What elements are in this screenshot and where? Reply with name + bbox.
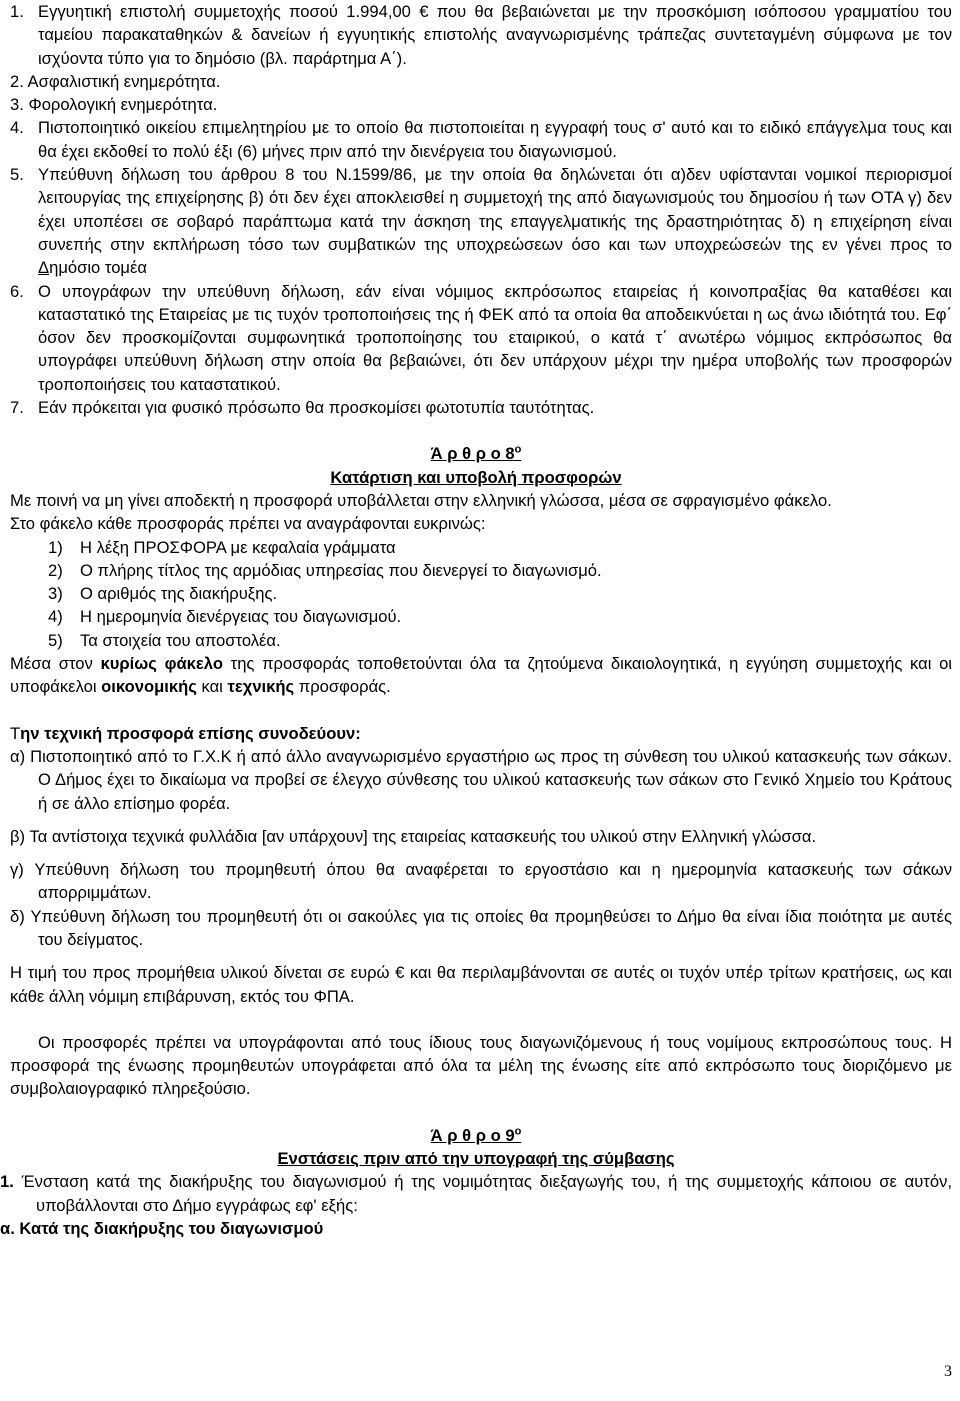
section-heading: Την τεχνική προσφορά επίσης συνοδεύουν: bbox=[10, 723, 361, 743]
paragraph: α) Πιστοποιητικό από το Γ.Χ.Κ ή από άλλο αναγνωρισμένο εργαστήριο ως προς τη σύνθεση του υλικού κατασκευής των σάκων. Ο Δήμος έχει το δικαίωμα να προβεί σε έλεγχο σύνθεσης του υλικού κατασκευής των σάκων στο Γενικό Χημείο του Κράτους ή σε άλλο επίσημο φορέα. bbox=[10, 746, 952, 813]
list-item bbox=[0, 0, 952, 70]
article-subtitle: Κατάρτιση και υποβολή προσφορών bbox=[330, 467, 622, 487]
item-text: Εάν πρόκειται για φυσικό πρόσωπο θα προσκομίσει φωτοτυπία ταυτότητας. bbox=[38, 398, 595, 418]
item-text: Υπεύθυνη δήλωση του άρθρου 8 του Ν.1599/86, με την οποία θα δηλώνεται ότι α)δεν υφίστανται νομικοί περιορισμοί λειτουργίας της επιχείρησης β) ότι δεν έχει αποκλεισθεί η συμμετοχή της από διαγωνισμούς του δημοσίου ή των ΟΤΑ γ) δεν έχει υποπέσει σε σοβαρό παράπτωμα κατά την άσκηση της επαγγελματικής της δραστηριότητας δ) η επιχείρηση είναι συνεπής στην εκπλήρωση τόσο των συμβατικών της υποχρεώσεων όσο και των υποχρεώσεών της εν γένει προς το bbox=[38, 165, 952, 254]
list-item: 3) Ο αριθμός της διακήρυξης. bbox=[48, 584, 278, 604]
list-item: 5. Υπεύθυνη δήλωση του άρθρου 8 του Ν.1599/86, με την οποία θα δηλώνεται ότι α)δεν υφίστανται νομικοί περιορισμοί λειτουργίας της επιχείρησης β) ότι δεν έχει αποκλεισθεί η συμμετοχή της από διαγωνισμούς του δημοσίου ή των ΟΤΑ γ) δεν έχει υποπέσει σε σοβαρό παράπτωμα κατά την άσκηση της επαγγελματικής της δραστηριότητας δ) η επιχείρηση είναι συνεπής στην εκπλήρωση τόσο των συμβατικών της υποχρεώσεων όσο και των υποχρεώσεών της εν γένει προς το Δημόσιο τομέα bbox=[10, 165, 952, 278]
article-9 bbox=[0, 1124, 960, 1240]
list-item: 2) Ο πλήρης τίτλος της αρμόδιας υπηρεσίας που διενεργεί το διαγωνισμό. bbox=[48, 560, 602, 580]
page-number: 3 bbox=[944, 1362, 952, 1380]
list-item: 4. Πιστοποιητικό οικείου επιμελητηρίου με το οποίο θα πιστοποιείται η εγγραφή τους σ' αυτό και το ειδικό επάγγελμα τους και θα έχει εκδοθεί το πολύ έξι (6) μήνες πριν από την διενέργεια του διαγωνισμού. bbox=[10, 118, 952, 161]
paragraph: γ) Υπεύθυνη δήλωση του προμηθευτή όπου θα αναφέρεται το εργοστάσιο και η ημερομηνία κατασκευής των σάκων απορριμμάτων. bbox=[10, 860, 952, 903]
list-item: 2. Ασφαλιστική ενημερότητα. bbox=[10, 71, 221, 91]
paragraph: Με ποινή να μη γίνει αποδεκτή η προσφορά υποβάλλεται στην ελληνική γλώσσα, μέσα σε σφραγισμένο φάκελο. bbox=[10, 490, 832, 510]
list-item: 1) Η λέξη ΠΡΟΣΦΟΡΑ με κεφαλαία γράμματα bbox=[48, 537, 396, 557]
article-title: Ά ρ θ ρ ο $8^o$ bbox=[430, 443, 522, 464]
list-item: 6. Ο υπογράφων την υπεύθυνη δήλωση, εάν είναι νόμιμος εκπρόσωπος εταιρείας ή κοινοπραξίας θα καταθέσει και καταστατικό της Εταιρείας με τις τυχόν τροποποιήσεις της ή ΦΕΚ από τα οποία θα αποδεικνύεται η ως άνω ιδιότητά του. Εφ΄ όσον δεν προσκομίζονται συμφωνητικά τροποποίησης του εταιρικού, ο κατά τ΄ ανωτέρω νόμιμος εκπρόσωπος θα υπογράφει υπεύθυνη δήλωση στην οποία θα βεβαιώνει, ότι δεν υπάρχουν μέχρι την ημέρα υποβολής των προσφορών τροποποιήσεις του καταστατικού. bbox=[10, 281, 952, 394]
paragraph: Στο φάκελο κάθε προσφοράς πρέπει να αναγράφονται ευκρινώς: bbox=[10, 514, 486, 534]
item-text: Ασφαλιστική ενημερότητα. bbox=[27, 71, 221, 91]
article-title: Ά ρ θ ρ ο $9^o$ bbox=[430, 1125, 522, 1145]
paragraph: α. Κατά της διακήρυξης του διαγωνισμού bbox=[0, 1218, 324, 1238]
list-item: 4) Η ημερομηνία διενέργειας του διαγωνισμού. bbox=[48, 607, 402, 627]
paragraph: β) Τα αντίστοιχα τεχνικά φυλλάδια [αν υπάρχουν] της εταιρείας κατασκευής του υλικού στην Ελληνική γλώσσα. bbox=[10, 826, 817, 846]
item-number: 1. bbox=[10, 2, 24, 21]
paragraph: Η τιμή του προς προμήθεια υλικού δίνεται σε ευρώ € και θα περιλαμβάνονται σε αυτές οι τυχόν υπέρ τρίτων κρατήσεις, ως και κάθε άλλη νόμιμη επιβάρυνση, εκτός του ΦΠΑ. bbox=[10, 963, 952, 1006]
paragraph: Μέσα στον κυρίως φάκελο της προσφοράς τοποθετούνται όλα τα ζητούμενα δικαιολογητικά, η εγγύηση συμμετοχής και οι υποφάκελοι οικονομικής και τεχνικής προσφοράς. bbox=[10, 654, 952, 697]
paragraph: Οι προσφορές πρέπει να υπογράφονται από τους ίδιους τους διαγωνιζόμενους ή τους νομίμους εκπροσώπους τους. Η προσφορά της ένωσης προμηθευτών υπογράφεται από όλα τα μέλη της ένωσης είτε από εκπρόσωπο τους διοριζόμενο με συμβολαιογραφικό πληρεξούσιο. bbox=[10, 1032, 952, 1099]
list-item: 3. Φορολογική ενημερότητα. bbox=[10, 95, 218, 115]
envelope-list bbox=[0, 536, 952, 652]
paragraph: 1. Ένσταση κατά της διακήρυξης του διαγωνισμού ή της νομιμότητας διεξαγωγής του, ή της συμμετοχής κάποιου σε αυτόν, υποβάλλονται στο Δήμο εγγράφως εφ' εξής: bbox=[0, 1172, 952, 1215]
list-item: 5) Τα στοιχεία του αποστολέα. bbox=[48, 630, 281, 650]
requirements-list bbox=[0, 0, 960, 419]
paragraph: δ) Υπεύθυνη δήλωση του προμηθευτή ότι οι σακούλες για τις οποίες θα προμηθεύσει το Δήμο θα είναι ίδια ποιότητα με αυτές του δείγματος. bbox=[10, 906, 952, 949]
item-text: Πιστοποιητικό οικείου επιμελητηρίου με το οποίο θα πιστοποιείται η εγγραφή τους σ' αυτό και το ειδικό επάγγελμα τους και θα έχει εκδοθεί το πολύ έξι (6) μήνες πριν από την διενέργεια του διαγωνισμού. bbox=[38, 118, 952, 161]
article-8 bbox=[0, 442, 960, 1100]
item-text: Ο υπογράφων την υπεύθυνη δήλωση, εάν είναι νόμιμος εκπρόσωπος εταιρείας ή κοινοπραξίας θα καταθέσει και καταστατικό της Εταιρείας με τις τυχόν τροποποιήσεις της ή ΦΕΚ από τα οποία θα αποδεικνύεται η ως άνω ιδιότητά του. Εφ΄ όσον δεν προσκομίζονται συμφωνητικά τροποποίησης του εταιρικού, ο κατά τ΄ ανωτέρω νόμιμος εκπρόσωπος θα υπογράφει υπεύθυνη δήλωση στην οποία θα βεβαιώνει, ότι δεν υπάρχουν μέχρι την ημέρα υποβολής των προσφορών τροποποιήσεις του καταστατικού. bbox=[38, 281, 952, 394]
list-item: 7. Εάν πρόκειται για φυσικό πρόσωπο θα προσκομίσει φωτοτυπία ταυτότητας. bbox=[10, 398, 595, 418]
article-subtitle: Ενστάσεις πριν από την υπογραφή της σύμβασης bbox=[277, 1149, 675, 1169]
item-text: Φορολογική ενημερότητα. bbox=[28, 95, 218, 115]
item-text: Εγγυητική επιστολή συμμετοχής ποσού 1.994,00 € που θα βεβαιώνεται με την προσκόμιση ισόποσου γραμματίου του ταμείου παρακαταθηκών & δανείων ή εγγυητικής επιστολής αναγνωρισμένης τράπεζας συντεταγμένη σύμφωνα με τον ισχύοντα τύπο για το δημόσιο (βλ. παράρτημα Α΄). bbox=[38, 2, 952, 68]
